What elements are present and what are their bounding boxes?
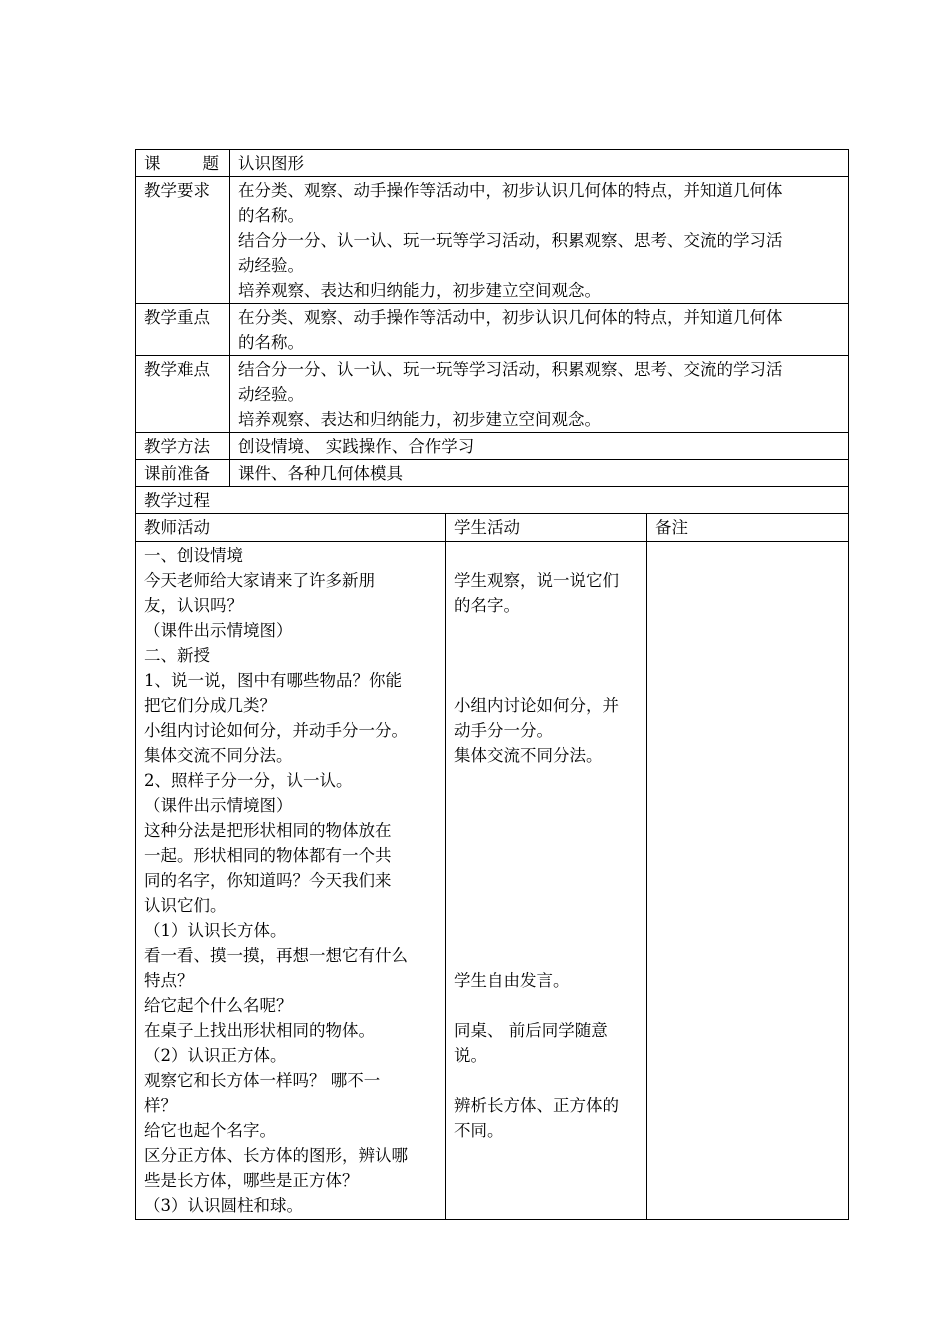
notes-column-header: 备注 bbox=[647, 514, 849, 542]
key-points-line: 的名称。 bbox=[238, 333, 304, 352]
student-activity-line bbox=[454, 918, 638, 943]
student-activity-line bbox=[454, 643, 638, 668]
teacher-activity-line: 些是长方体，哪些是正方体？ bbox=[144, 1171, 359, 1190]
teacher-activity-line: 一、创设情境 bbox=[144, 546, 243, 565]
teacher-activity-line: 样？ bbox=[144, 1096, 177, 1115]
requirements-line: 在分类、观察、动手操作等活动中，初步认识几何体的特点，并知道几何体 bbox=[238, 181, 783, 200]
topic-row bbox=[136, 150, 849, 177]
teacher-activity-lines bbox=[144, 543, 437, 1218]
teacher-activity-line: 友，认识吗？ bbox=[144, 596, 243, 615]
preparation-label: 课前准备 bbox=[136, 460, 230, 487]
topic-value: 认识图形 bbox=[230, 150, 849, 177]
method-value: 创设情境、 实践操作、合作学习 bbox=[230, 433, 849, 460]
student-activity-line: 集体交流不同分法。 bbox=[454, 746, 603, 765]
student-activity-line bbox=[454, 943, 638, 968]
teacher-activity-line: 给它起个什么名呢？ bbox=[144, 996, 293, 1015]
student-column-header: 学生活动 bbox=[446, 514, 647, 542]
difficulties-line: 培养观察、表达和归纳能力，初步建立空间观念。 bbox=[238, 410, 601, 429]
column-header-row bbox=[136, 514, 849, 542]
key-points-content bbox=[230, 304, 849, 356]
method-label: 教学方法 bbox=[136, 433, 230, 460]
student-activity-line bbox=[454, 868, 638, 893]
requirements-content bbox=[230, 177, 849, 304]
teacher-activity-line: 看一看、摸一摸，再想一想它有什么 bbox=[144, 946, 408, 965]
teacher-column-header: 教师活动 bbox=[136, 514, 446, 542]
teacher-activity-line: （2）认识正方体。 bbox=[144, 1046, 287, 1065]
student-activity-line bbox=[454, 668, 638, 693]
student-activity-line: 的名字。 bbox=[454, 596, 520, 615]
requirements-line: 结合分一分、认一认、玩一玩等学习活动，积累观察、思考、交流的学习活 bbox=[238, 231, 783, 250]
student-activity-lines bbox=[454, 543, 638, 1143]
student-activity-line: 同桌、 前后同学随意 bbox=[454, 1021, 608, 1040]
activity-row bbox=[136, 542, 849, 1220]
teacher-activity-line: （课件出示情境图） bbox=[144, 621, 293, 640]
teacher-activity-line: 1、说一说，图中有哪些物品？你能 bbox=[144, 671, 402, 690]
teacher-activity-line: （3）认识圆柱和球。 bbox=[144, 1196, 303, 1215]
student-activity-cell bbox=[446, 542, 647, 1220]
topic-label-char-2: 题 bbox=[202, 154, 219, 173]
teacher-activity-line: 观察它和长方体一样吗？ 哪不一 bbox=[144, 1071, 381, 1090]
student-activity-line bbox=[454, 993, 638, 1018]
teacher-activity-line: 这种分法是把形状相同的物体放在 bbox=[144, 821, 392, 840]
teacher-activity-line: 在桌子上找出形状相同的物体。 bbox=[144, 1021, 375, 1040]
student-activity-line bbox=[454, 893, 638, 918]
student-activity-line: 动手分一分。 bbox=[454, 721, 553, 740]
requirements-line: 培养观察、表达和归纳能力，初步建立空间观念。 bbox=[238, 281, 601, 300]
student-activity-line bbox=[454, 843, 638, 868]
topic-label bbox=[136, 150, 230, 177]
teacher-activity-line: 区分正方体、长方体的图形，辨认哪 bbox=[144, 1146, 408, 1165]
teacher-activity-line: 今天老师给大家请来了许多新朋 bbox=[144, 571, 375, 590]
preparation-row bbox=[136, 460, 849, 487]
key-points-label: 教学重点 bbox=[136, 304, 230, 356]
student-activity-line: 说。 bbox=[454, 1046, 487, 1065]
requirements-label: 教学要求 bbox=[136, 177, 230, 304]
teacher-activity-line: （课件出示情境图） bbox=[144, 796, 293, 815]
difficulties-row bbox=[136, 356, 849, 433]
teacher-activity-cell bbox=[136, 542, 446, 1220]
teacher-activity-line: 集体交流不同分法。 bbox=[144, 746, 293, 765]
difficulties-line: 结合分一分、认一认、玩一玩等学习活动，积累观察、思考、交流的学习活 bbox=[238, 360, 783, 379]
teacher-activity-line: 把它们分成几类？ bbox=[144, 696, 276, 715]
requirements-line: 动经验。 bbox=[238, 256, 304, 275]
topic-label-char-1: 课 bbox=[144, 154, 161, 173]
student-activity-line: 学生自由发言。 bbox=[454, 971, 570, 990]
difficulties-content bbox=[230, 356, 849, 433]
teacher-activity-line: 特点？ bbox=[144, 971, 194, 990]
process-label: 教学过程 bbox=[136, 487, 849, 514]
requirements-line: 的名称。 bbox=[238, 206, 304, 225]
student-activity-line bbox=[454, 793, 638, 818]
teacher-activity-line: 小组内讨论如何分，并动手分一分。 bbox=[144, 721, 408, 740]
teacher-activity-line: 2、照样子分一分，认一认。 bbox=[144, 771, 353, 790]
student-activity-line bbox=[454, 618, 638, 643]
process-row bbox=[136, 487, 849, 514]
student-activity-line bbox=[454, 768, 638, 793]
preparation-value: 课件、各种几何体模具 bbox=[230, 460, 849, 487]
teacher-activity-line: 认识它们。 bbox=[144, 896, 227, 915]
student-activity-line: 不同。 bbox=[454, 1121, 504, 1140]
requirements-row bbox=[136, 177, 849, 304]
lesson-plan-table bbox=[135, 149, 849, 1220]
student-activity-line: 学生观察，说一说它们 bbox=[454, 571, 619, 590]
method-row bbox=[136, 433, 849, 460]
student-activity-line: 小组内讨论如何分，并 bbox=[454, 696, 619, 715]
student-activity-line bbox=[454, 543, 638, 568]
teacher-activity-line: 给它也起个名字。 bbox=[144, 1121, 276, 1140]
student-activity-line: 辨析长方体、正方体的 bbox=[454, 1096, 619, 1115]
key-points-row bbox=[136, 304, 849, 356]
teacher-activity-line: 二、新授 bbox=[144, 646, 210, 665]
student-activity-line bbox=[454, 1068, 638, 1093]
teacher-activity-line: 一起。形状相同的物体都有一个共 bbox=[144, 846, 392, 865]
teacher-activity-line: 同的名字，你知道吗？今天我们来 bbox=[144, 871, 392, 890]
notes-cell bbox=[647, 542, 849, 1220]
key-points-line: 在分类、观察、动手操作等活动中，初步认识几何体的特点，并知道几何体 bbox=[238, 308, 783, 327]
teacher-activity-line: （1）认识长方体。 bbox=[144, 921, 287, 940]
difficulties-line: 动经验。 bbox=[238, 385, 304, 404]
student-activity-line bbox=[454, 818, 638, 843]
difficulties-label: 教学难点 bbox=[136, 356, 230, 433]
